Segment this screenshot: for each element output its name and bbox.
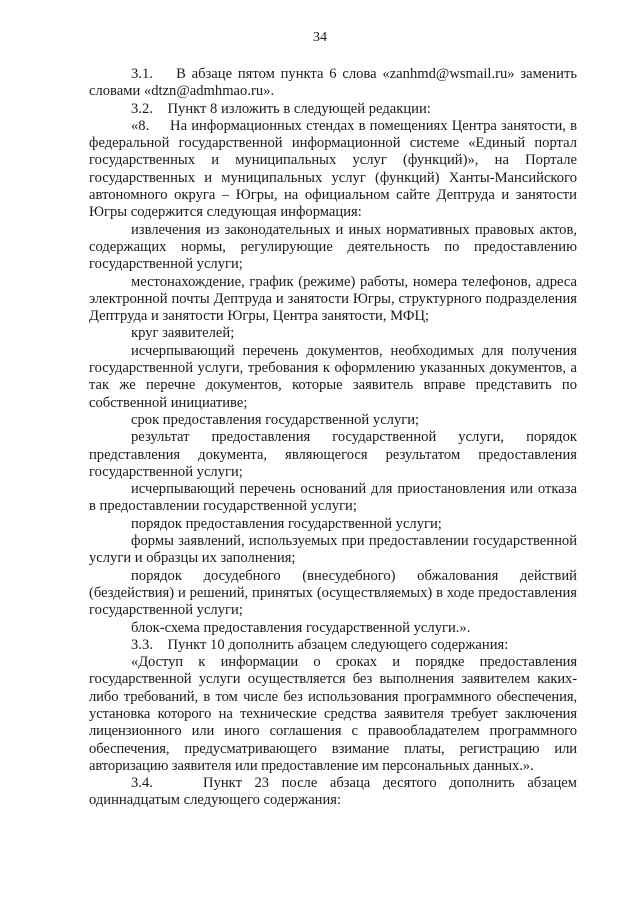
paragraph-application-forms: формы заявлений, используемых при предоставлении государственной услуги и образцы их заполнения; (89, 533, 577, 567)
paragraph-3-2: 3.2. Пункт 8 изложить в следующей редакции: (131, 100, 431, 117)
paragraph-applicants: круг заявителей; (131, 325, 235, 342)
paragraph-access-info: «Доступ к информации о сроках и порядке предоставления государственной услуги осуществляется без выполнения заявителем каких-либо требований, в том числе без использования программного обеспечения, установка которого на технические средства заявителя требует заключения лицензионного или иного соглашения с правообладателем программного обеспечения, предусматривающего взимание платы, регистрацию или авторизацию заявителя или предоставление им персональных данных.». (89, 654, 577, 774)
paragraph-legal-extracts: извлечения из законодательных и иных нормативных правовых актов, содержащих нормы, регулирующие деятельность по предоставлению государственной услуги; (89, 221, 577, 273)
paragraph-documents-list: исчерпывающий перечень документов, необходимых для получения государственной услуги, требования к оформлению указанных документов, а так же перечне документов, которые заявитель вправе представить по собственной инициативе; (89, 342, 577, 411)
paragraph-service-result: результат предоставления государственной услуги, порядок представления документа, являющегося результатом предоставления государственной услуги; (89, 429, 577, 480)
paragraph-3-3: 3.3. Пункт 10 дополнить абзацем следующего содержания: (131, 636, 509, 653)
paragraph-flowchart: блок-схема предоставления государственной услуги.». (131, 619, 471, 636)
paragraph-3-4: 3.4. Пункт 23 после абзаца десятого дополнить абзацем одиннадцатым следующего содержания: (89, 775, 577, 809)
paragraph-3-1: 3.1. В абзаце пятом пункта 6 слова «zanhmd@wsmail.ru» заменить словами «dtzn@admhmao.ru». (89, 66, 577, 100)
paragraph-suspension-grounds: исчерпывающий перечень оснований для приостановления или отказа в предоставлении государственной услуги; (89, 481, 577, 515)
document-body (89, 66, 577, 810)
paragraph-appeal-procedure: порядок досудебного (внесудебного) обжалования действий (бездействия) и решений, принятых (осуществляемых) в ходе предоставления государственной услуги; (89, 567, 577, 619)
paragraph-item-8: «8. На информационных стендах в помещениях Центра занятости, в федеральной государственной информационной системе «Единый портал государственных и муниципальных услуг (функций)», на Портале государственных и муниципальных услуг (функций) Ханты-Мансийского автономного округа – Югры, на официальном сайте Дептруда и занятости Югры содержится следующая информация: (89, 117, 577, 221)
paragraph-service-term: срок предоставления государственной услуги; (131, 411, 420, 428)
page-number: 34 (313, 30, 327, 45)
paragraph-service-procedure: порядок предоставления государственной услуги; (131, 515, 442, 532)
paragraph-location-schedule: местонахождение, график (режиме) работы, номера телефонов, адреса электронной почты Дептруда и занятости Югры, структурного подразделения Дептруда и занятости Югры, Центра занятости, МФЦ; (89, 273, 577, 325)
